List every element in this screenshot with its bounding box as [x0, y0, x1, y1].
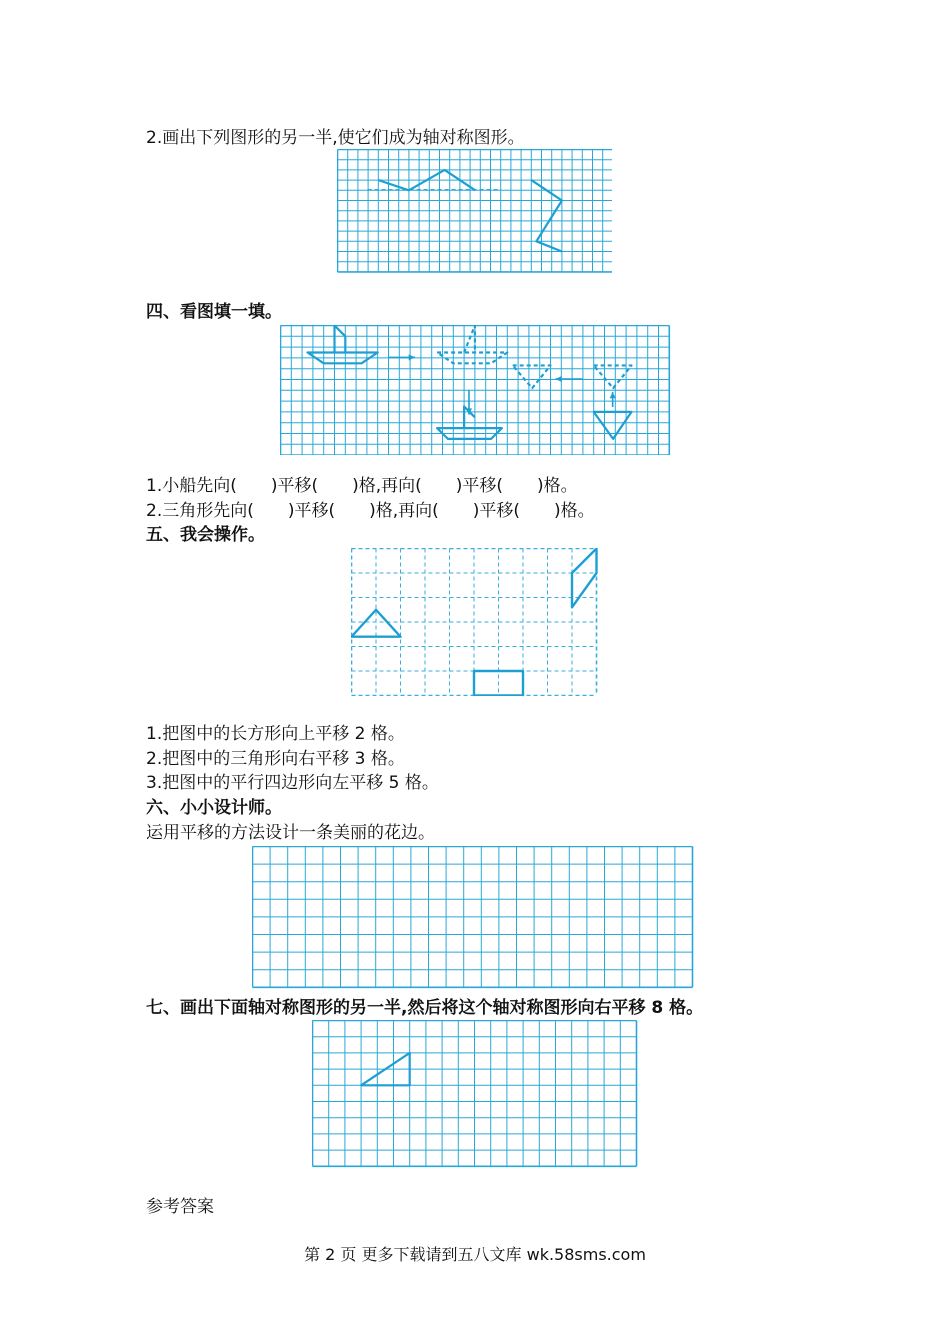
section7-title: 七、画出下面轴对称图形的另一半,然后将这个轴对称图形向右平移 8 格。 [146, 998, 704, 1018]
boat-sail-moved [464, 326, 475, 353]
section5-question-2: 2.把图中的三角形向右平移 3 格。 [146, 749, 405, 769]
arrow-right-head [409, 354, 415, 360]
answer-label: 参考答案 [146, 1197, 214, 1217]
q2-instruction: 2.画出下列图形的另一半,使它们成为轴对称图形。 [146, 128, 525, 148]
section5-question-3: 3.把图中的平行四边形向左平移 5 格。 [146, 773, 439, 793]
half-arrow-shape [531, 180, 562, 251]
boat-sail [335, 326, 346, 353]
parallelogram-shape [572, 549, 597, 608]
section4-title: 四、看图填一填。 [146, 302, 282, 322]
design-grid [252, 846, 698, 989]
section5-question-1: 1.把图中的长方形向上平移 2 格。 [146, 724, 405, 744]
operation-grid [351, 548, 600, 696]
arrow-left-head [555, 376, 561, 382]
section4-question-1: 1.小船先向( )平移( )格,再向( )平移( )格。 [146, 476, 578, 496]
translation-grid [280, 325, 671, 455]
page-footer: 第 2 页 更多下载请到五八文库 wk.58sms.com [304, 1245, 646, 1264]
symmetry-grid-2 [312, 1020, 638, 1168]
section5-title: 五、我会操作。 [146, 525, 265, 545]
symmetry-grid-1 [337, 149, 612, 275]
section6-title: 六、小小设计师。 [146, 798, 282, 818]
arrow-up-head [610, 392, 616, 398]
section6-description: 运用平移的方法设计一条美丽的花边。 [146, 823, 435, 843]
section4-question-2: 2.三角形先向( )平移( )格,再向( )平移( )格。 [146, 501, 595, 521]
